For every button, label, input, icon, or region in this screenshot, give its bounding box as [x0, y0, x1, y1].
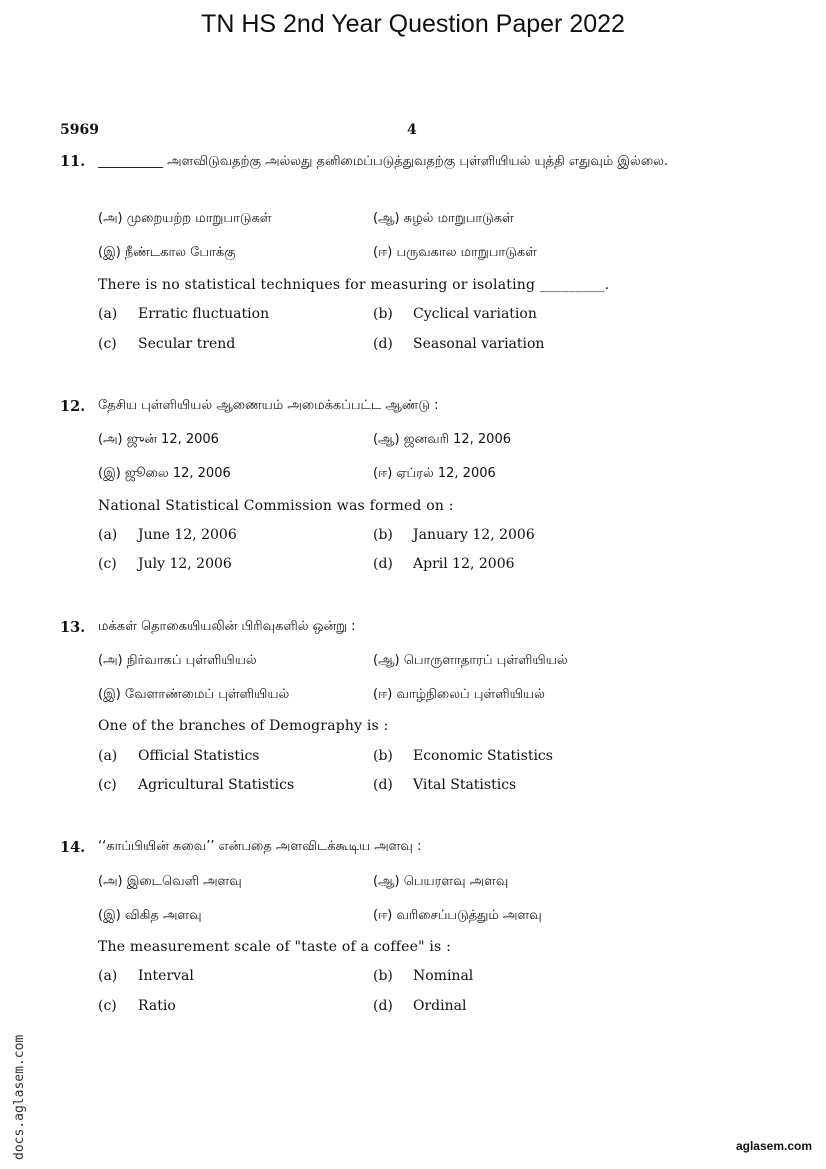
option-label: (b) [373, 306, 393, 322]
option-label: (d) [373, 998, 393, 1014]
question-number: 11. [60, 153, 86, 170]
option-label: (c) [98, 336, 117, 352]
option-text: Vital Statistics [413, 777, 517, 793]
option-label: (a) [98, 968, 118, 984]
option-text: Economic Statistics [413, 748, 553, 764]
option-text: April 12, 2006 [413, 556, 515, 572]
question-number: 14. [60, 839, 86, 856]
tamil-option: (அ) இடைவெளி அளவு [98, 874, 242, 889]
option-label: (a) [98, 748, 118, 764]
page-title: TN HS 2nd Year Question Paper 2022 [201, 10, 625, 38]
tamil-option: (அ) நிர்வாகப் புள்ளியியல் [98, 653, 257, 668]
option-text: June 12, 2006 [138, 527, 237, 543]
tamil-question: __________ அளவிடுவதற்கு அல்லது தனிமைப்படுத்துவதற்கு புள்ளியியல் யுத்தி எதுவும் இல்லை. [98, 154, 669, 169]
tamil-option: (இ) வேளாண்மைப் புள்ளியியல் [98, 687, 290, 702]
option-label: (a) [98, 306, 118, 322]
option-label: (b) [373, 748, 393, 764]
option-text: Cyclical variation [413, 306, 537, 322]
english-question: There is no statistical techniques for measuring or isolating _________. [98, 277, 610, 293]
footer-brand: aglasem.com [735, 1139, 812, 1153]
tamil-option: (ஈ) பருவகால மாறுபாடுகள் [373, 245, 537, 260]
english-question: One of the branches of Demography is : [98, 718, 389, 734]
option-text: Agricultural Statistics [138, 777, 295, 793]
question-number: 13. [60, 619, 86, 636]
option-label: (a) [98, 527, 118, 543]
tamil-question: தேசிய புள்ளியியல் ஆணையம் அமைக்கப்பட்ட ஆண்டு : [98, 398, 439, 413]
option-text: Official Statistics [138, 748, 260, 764]
tamil-option: (அ) முறையற்ற மாறுபாடுகள் [98, 211, 272, 226]
tamil-option: (ஈ) ஏப்ரல் 12, 2006 [373, 466, 496, 481]
option-label: (d) [373, 777, 393, 793]
option-label: (d) [373, 556, 393, 572]
tamil-option: (இ) விகித அளவு [98, 908, 202, 923]
tamil-option: (இ) நீண்டகால போக்கு [98, 245, 236, 260]
english-question: The measurement scale of "taste of a coffee" is : [98, 939, 452, 955]
option-label: (b) [373, 527, 393, 543]
option-text: January 12, 2006 [413, 527, 535, 543]
tamil-option: (ஆ) ஜனவரி 12, 2006 [373, 432, 511, 447]
tamil-option: (ஈ) வாழ்நிலைப் புள்ளியியல் [373, 687, 545, 702]
option-label: (d) [373, 336, 393, 352]
option-label: (c) [98, 556, 117, 572]
option-text: Secular trend [138, 336, 236, 352]
option-text: Ratio [138, 998, 176, 1014]
tamil-question: மக்கள் தொகையியலின் பிரிவுகளில் ஒன்று : [98, 619, 356, 634]
side-watermark: docs.aglasem.com [12, 1034, 27, 1160]
option-text: Erratic fluctuation [138, 306, 270, 322]
option-text: July 12, 2006 [138, 556, 232, 572]
option-label: (b) [373, 968, 393, 984]
option-label: (c) [98, 998, 117, 1014]
question-number: 12. [60, 398, 86, 415]
paper-code: 5969 [60, 122, 99, 138]
tamil-option: (ஆ) பெயரளவு அளவு [373, 874, 509, 889]
option-text: Interval [138, 968, 194, 984]
tamil-option: (ஆ) சுழல் மாறுபாடுகள் [373, 211, 514, 226]
option-label: (c) [98, 777, 117, 793]
tamil-option: (இ) ஜூலை 12, 2006 [98, 466, 231, 481]
option-text: Ordinal [413, 998, 467, 1014]
page-number: 4 [407, 122, 417, 138]
tamil-option: (ஈ) வரிசைப்படுத்தும் அளவு [373, 908, 542, 923]
option-text: Seasonal variation [413, 336, 545, 352]
tamil-option: (ஆ) பொருளாதாரப் புள்ளியியல் [373, 653, 568, 668]
english-question: National Statistical Commission was formed on : [98, 498, 454, 514]
tamil-option: (அ) ஜுன் 12, 2006 [98, 432, 219, 447]
tamil-question: ‘‘காப்பியின் சுவை’’ என்பதை அளவிடக்கூடிய அளவு : [98, 839, 422, 854]
option-text: Nominal [413, 968, 474, 984]
